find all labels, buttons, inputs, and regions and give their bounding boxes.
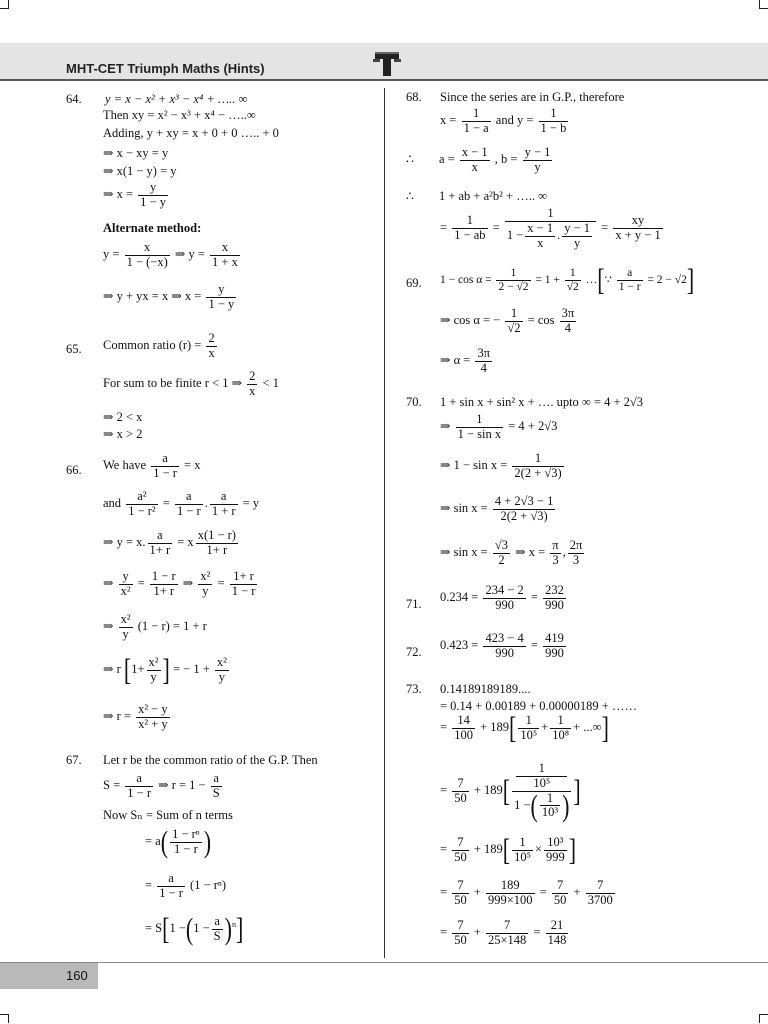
q64-line-7: y = $\frac{x}{1 - (-x)}$ ⇒ y = $\frac{x}{1 + x}$ xyxy=(103,240,238,269)
q72-line: 0.423 = $\frac{423 - 4}{990}$ = $\frac{419}{990}$ xyxy=(440,631,564,660)
q70-line-4: ⇒ sin x = $\frac{4 + 2√3 - 1}{2(2 + √3)}$ xyxy=(440,494,554,523)
crop-mark-bottom-right xyxy=(759,1014,768,1023)
q70-line-1: 1 + sin x + sin² x + …. upto ∞ = 4 + 2√3 xyxy=(440,395,644,409)
q66-line-7: ⇒ r = $\frac{\text{x² − y}}{\text{x² + y}}$ xyxy=(103,702,168,731)
page-header xyxy=(0,43,768,81)
footer-rule xyxy=(0,962,768,963)
question-number: 65. xyxy=(66,342,82,356)
q67-line-1: Let r be the common ratio of the G.P. Then xyxy=(103,753,318,767)
q73-line-6: = $\frac{7}{50}$ + $\frac{189}{999\times 100}$ = $\frac{7}{50}$ + $\frac{7}{3700}$ xyxy=(440,878,613,907)
q73-line-3: = $\frac{14}{100}$ + 189[ $\frac{1}{\text{10⁵}}$ + $\frac{1}{\text{10⁸}}$ + ...∞] xyxy=(440,710,609,746)
q73-line-4: = $\frac{7}{50}$ + 189[ 1 10⁵ 1 −( $\frac{1}{\text{10³}}$ ) ] xyxy=(440,761,581,823)
q66-line-4: ⇒ $\frac{y}{\text{x²}}$ = $\frac{1 - r}{1+ r}$ ⇒ $\frac{\text{x²}}{y}$ = $\frac{1+ r}{1 - r}$ xyxy=(103,569,256,598)
q70-line-5: ⇒ sin x = $\frac{√3}{2}$ ⇒ x = $\frac{\pi}{3}$ , $\frac{2\pi}{3}$ xyxy=(440,538,583,567)
question-number: 68. xyxy=(406,90,422,104)
q64-line-4: ⇒ x − xy = y xyxy=(103,146,169,160)
question-number: 67. xyxy=(66,753,82,767)
q73-line-5: = $\frac{7}{50}$ + 189[ $\frac{1}{\text{10⁵}}$ × $\frac{\text{10³}}{999}$ ] xyxy=(440,832,577,868)
q65-line-4: ⇒ x > 2 xyxy=(103,427,143,441)
q66-line-3: ⇒ y = x. $\frac{a}{1+ r}$ = x $\frac{x(1 - r)}{1+ r}$ xyxy=(103,528,236,557)
q68-line-2: x = $\frac{1}{1 - a}$ and y = $\frac{1}{1 - b}$ xyxy=(440,106,567,135)
q68-line-4: ∴ 1 + ab + a²b² + ….. ∞ xyxy=(406,189,547,203)
question-number: 72. xyxy=(406,645,422,659)
question-number: 71. xyxy=(406,597,422,611)
question-number: 64. xyxy=(66,92,82,106)
q64-line-6: ⇒ x = $\frac{y}{1 - y}$ xyxy=(103,180,166,209)
q73-line-7: = $\frac{7}{50}$ + $\frac{7}{25\times 148}$ = $\frac{21}{148}$ xyxy=(440,918,567,947)
q67-line-3: Now Sₙ = Sum of n terms xyxy=(103,808,233,822)
q66-line-2: and $\frac{\text{a²}}{\text{1 − r²}}$ = $\frac{a}{1 - r}$ . $\frac{a}{1 + r}$ = y xyxy=(103,489,260,518)
q65-line-2: For sum to be finite r < 1 ⇒ $\frac{2}{x}$ < 1 xyxy=(103,369,279,398)
alternate-method-heading: Alternate method: xyxy=(103,221,202,235)
q64-line-2: Then xy = x² − x³ + x⁴ − …..∞ xyxy=(103,108,256,122)
q66-line-1: We have $\frac{a}{1 - r}$ = x xyxy=(103,451,201,480)
q71-line: 0.234 = $\frac{234 - 2}{990}$ = $\frac{232}{990}$ xyxy=(440,583,564,612)
q67-line-6: = S[1 −(1 − $\frac{a}{S}$ )$^n$] xyxy=(145,911,244,947)
q64-line-3: Adding, y + xy = x + 0 + 0 ….. + 0 xyxy=(103,126,279,140)
crop-mark-bottom-left xyxy=(0,1014,9,1023)
q64-line-8: ⇒ y + yx = x ⇒ x = $\frac{y}{1 - y}$ xyxy=(103,282,235,311)
q69-line-1: 1 − cos α = $\frac{1}{2 - √2}$ = 1 + $\frac{1}{√2}$ …[∵ $\frac{a}{1 - r}$ = 2 − √2] xyxy=(440,261,695,297)
q66-line-5: ⇒ $\frac{\text{x²}}{y}$ (1 − r) = 1 + r xyxy=(103,612,207,641)
question-number: 73. xyxy=(406,682,422,696)
q68-line-1: Since the series are in G.P., therefore xyxy=(440,90,625,104)
column-divider xyxy=(384,88,385,958)
q67-line-2: S = $\frac{a}{1 - r}$ ⇒ r = 1 − $\frac{a}{S}$ xyxy=(103,771,220,800)
q70-line-3: ⇒ 1 − sin x = $\frac{1}{2(2 + √3)}$ xyxy=(440,451,562,480)
q69-line-3: ⇒ α = $\frac{3\pi}{4}$ xyxy=(440,346,491,375)
question-number: 70. xyxy=(406,395,422,409)
q64-line-5: ⇒ x(1 − y) = y xyxy=(103,164,177,178)
q68-line-5: = $\frac{1}{1 - ab}$ = 1 1 − $\frac{x - 1}{x}$ . $\frac{y - 1}{y}$ = $\frac{xy}{x + y - 1}$ xyxy=(440,206,661,250)
q64-line-1: y = x − x² + x³ − x⁴ + ….. ∞ xyxy=(105,92,248,106)
page-title: MHT-CET Triumph Maths (Hints) xyxy=(66,61,265,76)
crop-mark-top-right xyxy=(759,0,768,9)
q67-line-5: = $\frac{a}{1 - r}$ (1 − rⁿ) xyxy=(145,871,227,900)
q65-line-3: ⇒ 2 < x xyxy=(103,410,143,424)
q66-line-6: ⇒ r [1+ $\frac{\text{x²}}{y}$ ] = − 1 + $\frac{\text{x²}}{y}$ xyxy=(103,652,227,688)
q73-line-1: 0.14189189189.... xyxy=(440,682,531,696)
crop-mark-top-left xyxy=(0,0,9,9)
q69-line-2: ⇒ cos α = − $\frac{1}{√2}$ = cos $\frac{3\pi}{4}$ xyxy=(440,306,575,335)
q73-line-2: = 0.14 + 0.00189 + 0.00000189 + …… xyxy=(440,699,637,713)
q68-line-3: ∴ a = $\frac{x - 1}{x}$ , b = $\frac{y - 1}{y}$ xyxy=(406,145,551,174)
publisher-logo-icon xyxy=(371,46,403,78)
q70-line-2: ⇒ $\frac{1}{\text{1 − sin x}}$ = 4 + 2√3 xyxy=(440,412,558,441)
question-number: 69. xyxy=(406,276,422,290)
q65-line-1: Common ratio (r) = $\frac{2}{x}$ xyxy=(103,331,215,360)
page-number: 160 xyxy=(66,968,88,983)
q67-line-4: = a( $\frac{\text{1 − rⁿ}}{1 - r}$ ) xyxy=(145,824,212,860)
question-number: 66. xyxy=(66,463,82,477)
